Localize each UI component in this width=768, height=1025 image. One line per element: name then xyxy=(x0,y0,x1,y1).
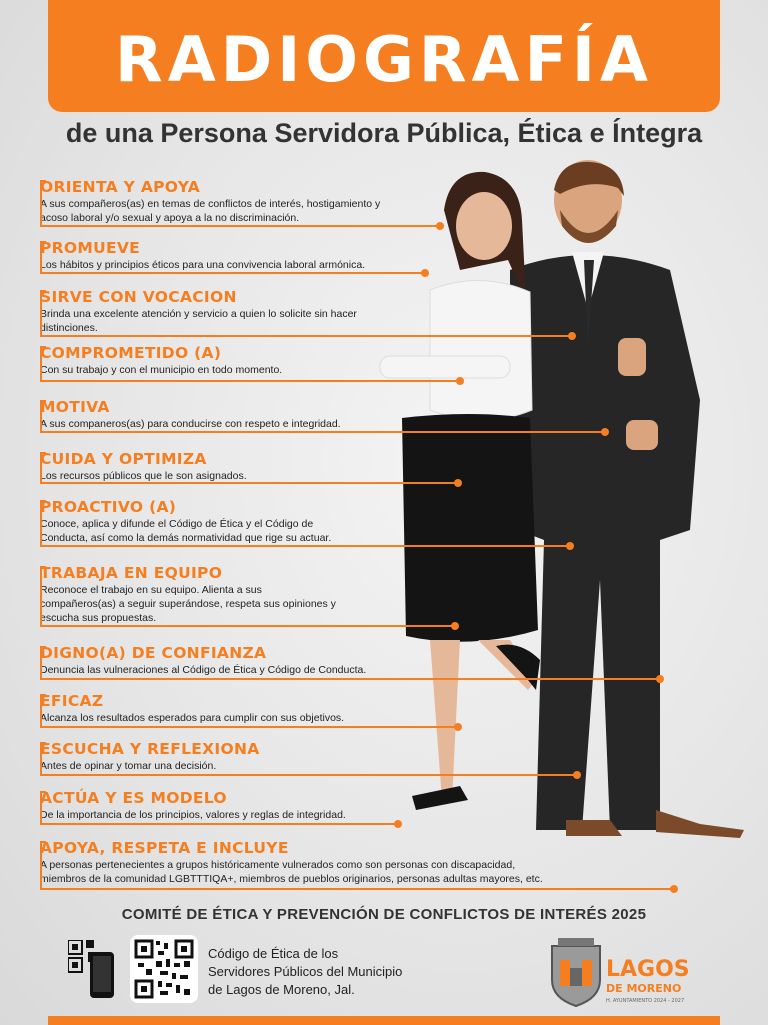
attribute-bracket xyxy=(40,500,46,547)
leader-dot xyxy=(566,542,574,550)
description-line: distinciones. xyxy=(40,322,98,334)
attribute-bracket xyxy=(40,180,46,227)
leader-dot xyxy=(568,332,576,340)
leader-line xyxy=(42,272,425,274)
attribute-description xyxy=(40,808,346,822)
leader-line xyxy=(42,888,674,890)
code-of-ethics-text xyxy=(208,945,402,999)
man-figure xyxy=(510,160,744,838)
attribute-item xyxy=(40,740,260,773)
attribute-description xyxy=(40,711,344,725)
attribute-description xyxy=(40,759,260,773)
leader-dot xyxy=(454,723,462,731)
attribute-bracket xyxy=(40,346,46,382)
leader-dot xyxy=(454,479,462,487)
attribute-bracket xyxy=(40,694,46,728)
attribute-bracket xyxy=(40,646,46,680)
attribute-item xyxy=(40,498,331,545)
leader-dot xyxy=(670,885,678,893)
page-subtitle: de una Persona Servidora Pública, Ética e Íntegra xyxy=(65,118,703,148)
code-line: Código de Ética de los xyxy=(208,946,339,961)
attribute-bracket xyxy=(40,290,46,337)
description-line: acoso laboral y/o sexual y apoya a la no discriminación. xyxy=(40,212,300,224)
attribute-title: CUIDA Y OPTIMIZA xyxy=(40,450,207,468)
attribute-title: COMPROMETIDO (A) xyxy=(40,344,222,362)
attribute-item xyxy=(40,398,341,431)
bottom-accent-bar xyxy=(48,1016,720,1025)
attribute-title: APOYA, RESPETA E INCLUYE xyxy=(40,839,289,857)
logo-line1: LAGOS xyxy=(606,957,690,982)
attribute-description xyxy=(40,417,341,431)
description-line: A personas pertenecientes a grupos históricamente vulnerados como son personas con discapacidad, xyxy=(40,859,516,871)
leader-line xyxy=(42,482,458,484)
description-line: Reconoce el trabajo en su equipo. Alienta a sus xyxy=(40,584,262,596)
leader-dot xyxy=(421,269,429,277)
attribute-description xyxy=(40,307,357,335)
description-line: Brinda una excelente atención y servicio a quien lo solicite sin hacer xyxy=(40,308,357,320)
attribute-item xyxy=(40,288,357,335)
description-line: escucha sus propuestas. xyxy=(40,612,157,624)
logo-line2: DE MORENO xyxy=(606,982,682,995)
leader-dot xyxy=(436,222,444,230)
attribute-description xyxy=(40,663,366,677)
attribute-title: PROACTIVO (A) xyxy=(40,498,177,516)
leader-line xyxy=(42,823,398,825)
description-line: Conoce, aplica y difunde el Código de Ética y el Código de xyxy=(40,518,314,530)
attribute-description xyxy=(40,197,380,225)
leader-line xyxy=(42,625,455,627)
description-line: Conducta, así como la demás normatividad que rige su actuar. xyxy=(40,532,332,544)
title-banner xyxy=(48,0,720,112)
code-line: de Lagos de Moreno, Jal. xyxy=(208,982,355,997)
attribute-item xyxy=(40,239,365,272)
qr-code-box xyxy=(130,935,198,1003)
leader-dot xyxy=(394,820,402,828)
attribute-item xyxy=(40,450,247,483)
attribute-title: EFICAZ xyxy=(40,692,104,710)
leader-line xyxy=(42,678,660,680)
leader-line xyxy=(42,774,577,776)
description-line: Los hábitos y principios éticos para una convivencia laboral armónica. xyxy=(40,259,366,271)
people-illustration xyxy=(360,160,760,850)
attribute-item xyxy=(40,692,344,725)
logo-line3: H. AYUNTAMIENTO 2024 - 2027 xyxy=(606,998,685,1004)
description-line: A sus companeros(as) para conducirse con respeto e integridad. xyxy=(40,418,341,430)
description-line: compañeros(as) a seguir superándose, respeta sus opiniones y xyxy=(40,598,336,610)
attribute-description xyxy=(40,517,331,545)
attribute-title: SIRVE CON VOCACION xyxy=(40,288,237,306)
coat-of-arms-icon xyxy=(552,938,600,1006)
description-line: Los recursos públicos que le son asignados. xyxy=(40,470,247,482)
attribute-title: DIGNO(A) DE CONFIANZA xyxy=(40,644,267,662)
committee-heading: COMITÉ DE ÉTICA Y PREVENCIÓN DE CONFLICTOS DE INTERÉS 2025 xyxy=(121,906,647,923)
description-line: Con su trabajo y con el municipio en todo momento. xyxy=(40,364,283,376)
description-line: miembros de la comunidad LGBTTTIQA+, miembros de pueblos originarios, personas adultas mayores, etc. xyxy=(40,873,543,885)
attribute-title: MOTIVA xyxy=(40,398,110,416)
attribute-bracket xyxy=(40,742,46,776)
qr-phone-icon xyxy=(68,940,118,1000)
attribute-description xyxy=(40,258,365,272)
attribute-title: PROMUEVE xyxy=(40,239,141,257)
description-line: De la importancia de los principios, valores y reglas de integridad. xyxy=(40,809,346,821)
municipal-logo xyxy=(546,936,716,1008)
attribute-item xyxy=(40,564,336,625)
code-line: Servidores Públicos del Municipio xyxy=(208,964,403,979)
attribute-item xyxy=(40,344,282,377)
description-line: Antes de opinar y tomar una decisión. xyxy=(40,760,217,772)
attribute-item xyxy=(40,644,366,677)
leader-line xyxy=(42,380,460,382)
leader-dot xyxy=(451,622,459,630)
qr-code-icon xyxy=(130,935,198,1003)
description-line: Denuncia las vulneraciones al Código de Ética y Código de Conducta. xyxy=(40,664,367,676)
leader-dot xyxy=(573,771,581,779)
attribute-bracket xyxy=(40,452,46,484)
attribute-description xyxy=(40,469,247,483)
leader-dot xyxy=(456,377,464,385)
page-title: RADIOGRAFÍA xyxy=(115,22,653,96)
attribute-description xyxy=(40,363,282,377)
attribute-title: TRABAJA EN EQUIPO xyxy=(40,564,223,582)
attribute-title: ESCUCHA Y REFLEXIONA xyxy=(40,740,260,758)
leader-line xyxy=(42,335,572,337)
attribute-title: ACTÚA Y ES MODELO xyxy=(40,789,227,807)
attribute-bracket xyxy=(40,241,46,274)
leader-dot xyxy=(601,428,609,436)
description-line: Alcanza los resultados esperados para cumplir con sus objetivos. xyxy=(40,712,345,724)
leader-line xyxy=(42,545,570,547)
attribute-bracket xyxy=(40,400,46,433)
attribute-description xyxy=(40,583,336,625)
attribute-item xyxy=(40,789,346,822)
description-line: A sus compañeros(as) en temas de conflictos de interés, hostigamiento y xyxy=(40,198,381,210)
attribute-item xyxy=(40,178,380,225)
attribute-bracket xyxy=(40,566,46,627)
attribute-item xyxy=(40,839,543,886)
attribute-title: ORIENTA Y APOYA xyxy=(40,178,201,196)
leader-line xyxy=(42,726,458,728)
leader-dot xyxy=(656,675,664,683)
attribute-bracket xyxy=(40,841,46,890)
attribute-description xyxy=(40,858,543,886)
woman-figure xyxy=(380,172,540,810)
leader-line xyxy=(42,431,605,433)
attribute-bracket xyxy=(40,791,46,825)
leader-line xyxy=(42,225,440,227)
